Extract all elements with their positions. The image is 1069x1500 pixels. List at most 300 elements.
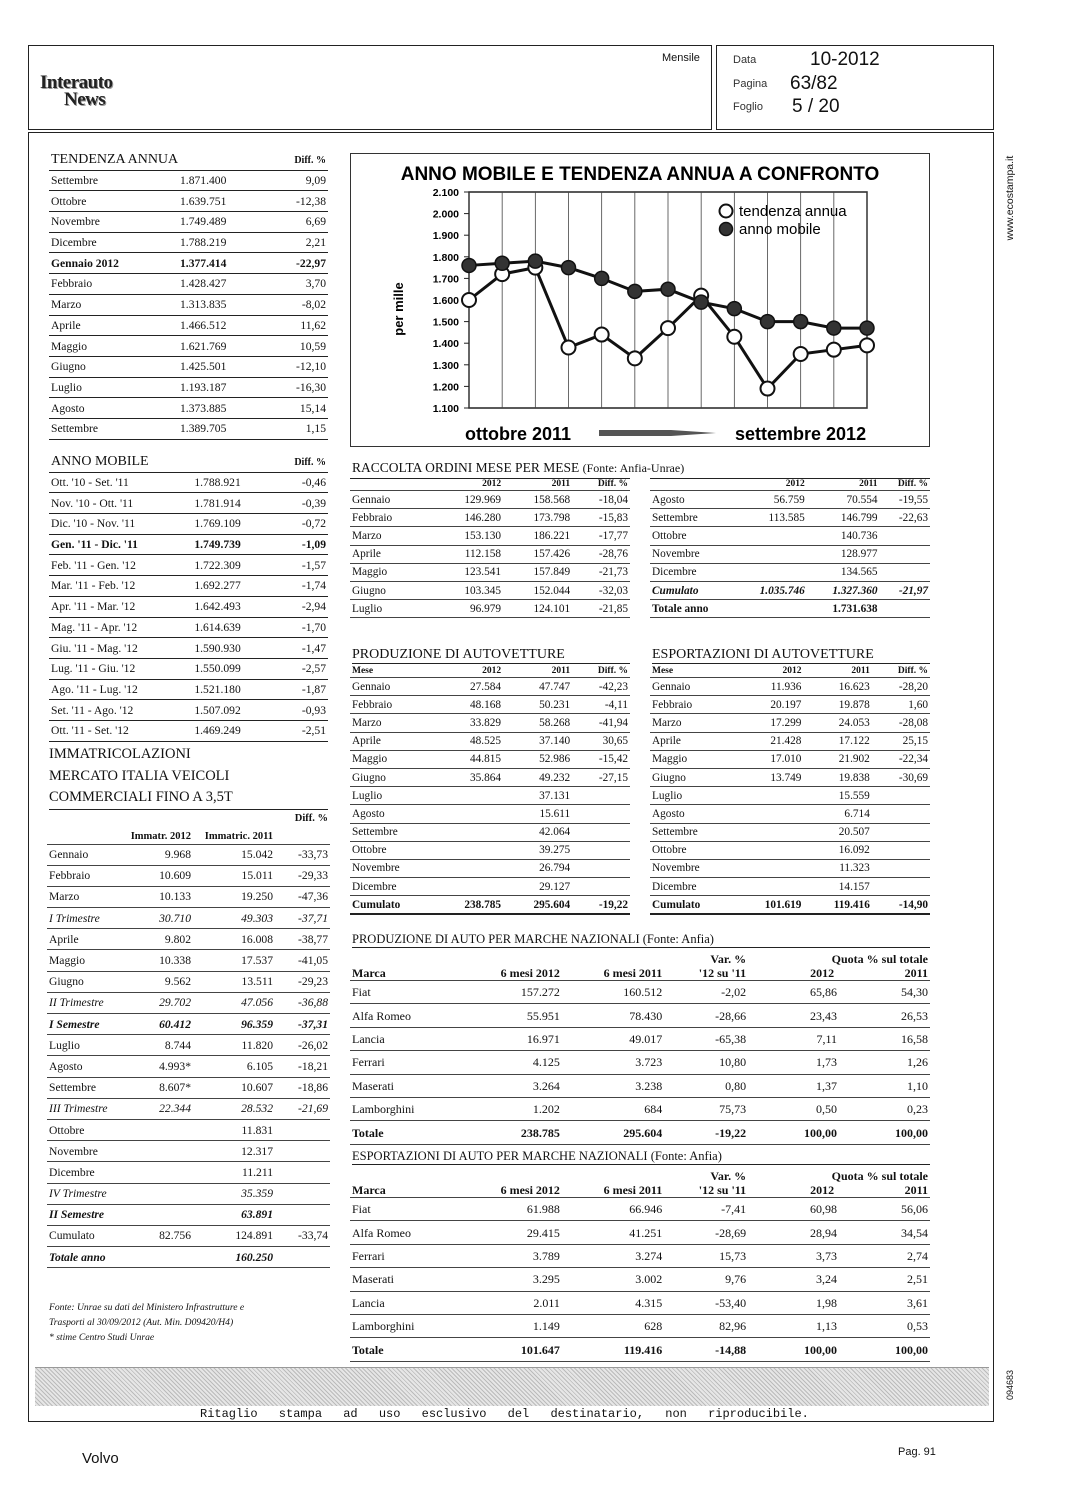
prod-marche-brand: Lamborghini <box>350 1097 459 1120</box>
immatricolazioni-period: Ottobre <box>47 1119 125 1140</box>
immatricolazioni-2012 <box>125 1247 193 1268</box>
tendenza-month: Agosto <box>49 398 178 419</box>
tendenza-value: 1.466.512 <box>178 315 268 336</box>
esportazioni-month: Marzo <box>650 714 734 732</box>
prod-marche-h-quota-label: Quota % sul totale <box>831 952 928 966</box>
immatricolazioni-2011: 28.532 <box>193 1098 275 1119</box>
chart-point-anno-mobile <box>694 295 708 309</box>
tendenza-month: Dicembre <box>49 232 178 253</box>
raccolta-month: Settembre <box>650 509 734 527</box>
prod-marche-6m-2011: 3.238 <box>562 1074 664 1097</box>
tendenza-row <box>49 212 328 233</box>
prod-marche-quota-2012: 65,86 <box>748 981 839 1004</box>
anno-mobile-value: 1.788.921 <box>192 472 271 493</box>
immatricolazioni-2012 <box>125 1162 193 1183</box>
esportazioni-diff <box>872 823 930 841</box>
immatricolazioni-diff: -38,77 <box>275 929 330 950</box>
immatricolazioni-2011: 15.011 <box>193 865 275 886</box>
immatricolazioni-2011: 124.891 <box>193 1225 275 1246</box>
prod-marche-6m-2012: 3.264 <box>459 1074 562 1097</box>
publication-logo: Interauto News <box>40 72 113 110</box>
esportazioni-title: ESPORTAZIONI DI AUTOVETTURE <box>652 647 930 664</box>
raccolta-2011: 128.977 <box>807 545 880 563</box>
anno-mobile-row <box>49 534 328 555</box>
produzione-2011: 26.794 <box>503 859 572 877</box>
produzione-2012 <box>434 878 503 896</box>
exp-marche-6m-2011: 41.251 <box>562 1221 664 1244</box>
tendenza-row <box>49 418 328 439</box>
immatricolazioni-2011: 6.105 <box>193 1056 275 1077</box>
esportazioni-row <box>650 678 930 696</box>
footnote-line2: Trasporti al 30/09/2012 (Aut. Min. D09420/H4) <box>49 1317 234 1328</box>
exp-marche-6m-2011: 4.315 <box>562 1291 664 1314</box>
prod-marche-title-text: PRODUZIONE DI AUTO PER MARCHE NAZIONALI <box>352 932 640 946</box>
raccolta-row <box>650 545 930 563</box>
footnote-line1: Fonte: Unrae su dati del Ministero Infrastrutture e <box>49 1302 245 1313</box>
exp-marche-row <box>350 1221 930 1244</box>
immatricolazioni-row <box>47 929 330 950</box>
exp-marche-quota-2012: 1,98 <box>748 1291 839 1314</box>
raccolta-diff: -21,73 <box>572 563 630 581</box>
immatricolazioni-period: Aprile <box>47 929 125 950</box>
immatricolazioni-diff: -18,86 <box>275 1077 330 1098</box>
side-code-text: 094683 <box>1005 1369 1015 1401</box>
immatricolazioni-header-2012: Immatr. 2012 <box>125 812 193 844</box>
raccolta-left-h1: 2012 <box>434 479 503 491</box>
esportazioni-month: Aprile <box>650 732 734 750</box>
produzione-diff <box>572 805 630 823</box>
exp-marche-var: -14,88 <box>664 1338 748 1361</box>
exp-marche-quota-2011: 2,74 <box>839 1244 930 1267</box>
chart-point-anno-mobile <box>462 258 476 272</box>
tendenza-month: Gennaio 2012 <box>49 253 178 274</box>
esportazioni-month: Ottobre <box>650 841 734 859</box>
exp-marche-quota-2012: 3,73 <box>748 1244 839 1267</box>
immatricolazioni-2011: 10.607 <box>193 1077 275 1098</box>
tendenza-value: 1.377.414 <box>178 253 268 274</box>
immatricolazioni-row <box>47 1225 330 1246</box>
raccolta-title <box>352 460 684 476</box>
produzione-2011: 58.268 <box>503 714 572 732</box>
tendenza-row <box>49 274 328 295</box>
produzione-h2: 2011 <box>503 666 572 678</box>
prod-marche-6m-2011: 3.723 <box>562 1051 664 1074</box>
immatricolazioni-2011: 35.359 <box>193 1183 275 1204</box>
raccolta-diff <box>880 545 930 563</box>
anno-mobile-row <box>49 576 328 597</box>
tendenza-value: 1.373.885 <box>178 398 268 419</box>
exp-marche-h-var1: Var. % <box>710 1169 747 1183</box>
produzione-diff <box>572 823 630 841</box>
produzione-diff <box>572 859 630 877</box>
raccolta-2012 <box>734 527 807 545</box>
esportazioni-row <box>650 878 930 896</box>
anno-mobile-month: Nov. '10 - Ott. '11 <box>49 493 192 514</box>
exp-marche-brand: Lancia <box>350 1291 459 1314</box>
raccolta-diff <box>880 600 930 618</box>
tendenza-diff: -8,02 <box>268 294 328 315</box>
chart-point-tendenza <box>595 328 609 342</box>
prod-marche-h-q12: 2012 <box>810 966 835 980</box>
immatricolazioni-2012: 10.133 <box>125 886 193 907</box>
immatricolazioni-header-blank <box>47 812 125 844</box>
decorative-stripe <box>35 1367 989 1406</box>
prod-marche-brand: Maserati <box>350 1074 459 1097</box>
produzione-month: Luglio <box>350 787 434 805</box>
raccolta-2012: 123.541 <box>434 563 503 581</box>
prod-marche-quota-2011: 26,53 <box>839 1004 930 1027</box>
esportazioni-total-diff: -14,90 <box>872 896 930 915</box>
exp-marche-h-a: 6 mesi 2012 <box>459 1169 562 1198</box>
prod-marche-var: -65,38 <box>664 1027 748 1050</box>
anno-mobile-row <box>49 700 328 721</box>
produzione-row <box>350 859 630 877</box>
exp-marche-quota-2012: 100,00 <box>748 1338 839 1361</box>
produzione-2012: 48.168 <box>434 696 503 714</box>
anno-mobile-diff: -1,09 <box>272 534 328 555</box>
esportazioni-2011: 19.838 <box>803 768 871 786</box>
immatricolazioni-2011: 13.511 <box>193 971 275 992</box>
immatricolazioni-2012: 8.607* <box>125 1077 193 1098</box>
anno-mobile-row <box>49 596 328 617</box>
chart-point-anno-mobile <box>661 282 675 296</box>
prod-marche-quota-2011: 0,23 <box>839 1097 930 1120</box>
exp-marche-quota-2012: 60,98 <box>748 1198 839 1221</box>
chart-y-tick-label: 1.600 <box>432 295 459 307</box>
chart-y-tick-label: 1.300 <box>432 359 459 372</box>
anno-mobile-diff: -0,72 <box>272 514 328 535</box>
raccolta-diff: -21,85 <box>572 600 630 618</box>
prod-marche-var: -19,22 <box>664 1121 748 1144</box>
immatricolazioni-period: Gennaio <box>47 844 125 865</box>
produzione-row <box>350 714 630 732</box>
raccolta-row <box>650 527 930 545</box>
produzione-2011: 39.275 <box>503 841 572 859</box>
raccolta-month: Luglio <box>350 600 434 618</box>
immatricolazioni-diff <box>275 1162 330 1183</box>
anno-mobile-diff: -0,46 <box>272 472 328 493</box>
exp-marche-quota-2011: 2,51 <box>839 1268 930 1291</box>
raccolta-2012 <box>734 600 807 618</box>
chart-y-tick-label: 1.900 <box>432 230 459 243</box>
exp-marche-6m-2011: 66.946 <box>562 1198 664 1221</box>
prod-marche-h-var1: Var. % <box>710 952 747 966</box>
chart-x-end-label: settembre 2012 <box>735 424 867 444</box>
chart-point-anno-mobile <box>595 271 609 285</box>
immatricolazioni-row <box>47 1204 330 1225</box>
immatricolazioni-diff: -37,31 <box>275 1014 330 1035</box>
chart-point-tendenza <box>628 351 642 365</box>
tendenza-row <box>49 336 328 357</box>
esportazioni-h0: Mese <box>650 666 734 678</box>
prod-marche-brand: Ferrari <box>350 1051 459 1074</box>
raccolta-2011: 70.554 <box>807 491 880 509</box>
esportazioni-2012: 17.010 <box>734 750 803 768</box>
exp-marche-var: -7,41 <box>664 1198 748 1221</box>
tendenza-diff: -16,30 <box>268 377 328 398</box>
esportazioni-row <box>650 841 930 859</box>
esportazioni-row <box>650 805 930 823</box>
immatricolazioni-period: Agosto <box>47 1056 125 1077</box>
produzione-row <box>350 750 630 768</box>
anno-mobile-month: Mar. '11 - Feb. '12 <box>49 576 192 597</box>
esportazioni-h1: 2012 <box>734 666 803 678</box>
prod-marche-6m-2011: 160.512 <box>562 981 664 1004</box>
immatricolazioni-row <box>47 1247 330 1268</box>
data-label: Data <box>733 54 757 66</box>
exp-marche-row <box>350 1268 930 1291</box>
produzione-2012: 35.864 <box>434 768 503 786</box>
raccolta-row <box>350 509 630 527</box>
produzione-2011: 52.986 <box>503 750 572 768</box>
raccolta-diff: -19,55 <box>880 491 930 509</box>
raccolta-2011: 186.221 <box>503 527 572 545</box>
prod-marche-h-var <box>664 952 748 981</box>
exp-marche-h-q11: 2011 <box>904 1183 928 1197</box>
esportazioni-month: Febbraio <box>650 696 734 714</box>
exp-marche-6m-2012: 61.988 <box>459 1198 562 1221</box>
exp-marche-var: -28,69 <box>664 1221 748 1244</box>
immatricolazioni-diff <box>275 1119 330 1140</box>
raccolta-row <box>650 581 930 599</box>
exp-marche-6m-2012: 2.011 <box>459 1291 562 1314</box>
tendenza-diff: 11,62 <box>268 315 328 336</box>
anno-mobile-diff: -2,94 <box>272 596 328 617</box>
immatricolazioni-diff <box>275 1141 330 1162</box>
periodicity-label: Mensile <box>662 52 700 64</box>
chart-y-tick-label: 2.000 <box>432 208 459 221</box>
produzione-month: Ottobre <box>350 841 434 859</box>
produzione-2012: 27.584 <box>434 678 503 696</box>
raccolta-left-h3: Diff. % <box>572 479 630 491</box>
anno-mobile-row <box>49 720 328 741</box>
raccolta-diff <box>880 563 930 581</box>
produzione-diff: -42,23 <box>572 678 630 696</box>
prod-marche-h-b: 6 mesi 2011 <box>562 952 664 981</box>
produzione-total-diff: -19,22 <box>572 896 630 915</box>
tendenza-month: Marzo <box>49 294 178 315</box>
raccolta-source: (Fonte: Anfia-Unrae) <box>582 461 685 475</box>
anno-mobile-value: 1.469.249 <box>192 720 271 741</box>
immatricolazioni-period: Novembre <box>47 1141 125 1162</box>
raccolta-month: Ottobre <box>650 527 734 545</box>
raccolta-left-h2: 2011 <box>503 479 572 491</box>
prod-marche-quota-2011: 1,10 <box>839 1074 930 1097</box>
prod-marche-row <box>350 1027 930 1050</box>
produzione-2011: 42.064 <box>503 823 572 841</box>
prod-marche-brand: Totale <box>350 1121 459 1144</box>
produzione-month: Gennaio <box>350 678 434 696</box>
immatricolazioni-period: Maggio <box>47 950 125 971</box>
exp-marche-6m-2011: 119.416 <box>562 1338 664 1361</box>
legend-tendenza-label: tendenza annua <box>739 203 847 220</box>
raccolta-2011: 158.568 <box>503 491 572 509</box>
produzione-diff: -15,42 <box>572 750 630 768</box>
prod-marche-row <box>350 981 930 1004</box>
exp-marche-brand: Lamborghini <box>350 1314 459 1337</box>
tendenza-diff: 1,15 <box>268 418 328 439</box>
esportazioni-2012: 11.936 <box>734 678 803 696</box>
esportazioni-total-2011: 119.416 <box>803 896 871 915</box>
prod-marche-table <box>350 952 930 1145</box>
exp-marche-h-var2: '12 su '11 <box>698 1183 747 1197</box>
foglio-label: Foglio <box>733 101 763 113</box>
produzione-month: Novembre <box>350 859 434 877</box>
immatricolazioni-diff <box>275 1247 330 1268</box>
produzione-month: Marzo <box>350 714 434 732</box>
pagina-value: 63/82 <box>790 73 838 94</box>
chart-point-anno-mobile <box>827 321 841 335</box>
prod-marche-6m-2012: 16.971 <box>459 1027 562 1050</box>
raccolta-row <box>350 545 630 563</box>
exp-marche-quota-2011: 100,00 <box>839 1338 930 1361</box>
produzione-2012 <box>434 859 503 877</box>
produzione-diff <box>572 878 630 896</box>
exp-marche-quota-2011: 0,53 <box>839 1314 930 1337</box>
tendenza-diff: 15,14 <box>268 398 328 419</box>
anno-mobile-row <box>49 472 328 493</box>
esportazioni-2011: 20.507 <box>803 823 871 841</box>
legend-anno-mobile-marker <box>720 223 733 236</box>
tendenza-row <box>49 170 328 191</box>
anno-mobile-month: Mag. '11 - Apr. '12 <box>49 617 192 638</box>
legend-anno-mobile-label: anno mobile <box>739 221 821 238</box>
anno-mobile-month: Apr. '11 - Mar. '12 <box>49 596 192 617</box>
produzione-2012: 48.525 <box>434 732 503 750</box>
produzione-month: Agosto <box>350 805 434 823</box>
exp-marche-var: 82,96 <box>664 1314 748 1337</box>
prod-marche-var: 0,80 <box>664 1074 748 1097</box>
tendenza-diff: 9,09 <box>268 170 328 191</box>
anno-mobile-month: Ott. '10 - Set. '11 <box>49 472 192 493</box>
esportazioni-diff: -22,34 <box>872 750 930 768</box>
immatricolazioni-footnote <box>49 1300 244 1345</box>
prod-marche-6m-2011: 295.604 <box>562 1121 664 1144</box>
immatricolazioni-diff <box>275 1183 330 1204</box>
immatricolazioni-diff: -21,69 <box>275 1098 330 1119</box>
exp-marche-brand: Ferrari <box>350 1244 459 1267</box>
exp-marche-6m-2011: 628 <box>562 1314 664 1337</box>
immatricolazioni-period: Dicembre <box>47 1162 125 1183</box>
esportazioni-diff <box>872 787 930 805</box>
prod-marche-6m-2012: 55.951 <box>459 1004 562 1027</box>
esportazioni-diff: -28,08 <box>872 714 930 732</box>
immatricolazioni-period: IV Trimestre <box>47 1183 125 1204</box>
raccolta-2011: 157.849 <box>503 563 572 581</box>
chart-point-anno-mobile <box>860 321 874 335</box>
chart-y-tick-label: 1.700 <box>432 273 459 286</box>
chart-arrow-icon <box>599 430 716 436</box>
immatricolazioni-title-line2: MERCATO ITALIA VEICOLI <box>49 767 230 784</box>
anno-mobile-diff: -1,70 <box>272 617 328 638</box>
anno-mobile-value: 1.507.092 <box>192 700 271 721</box>
immatricolazioni-diff: -37,71 <box>275 908 330 929</box>
exp-marche-source: (Fonte: Anfia) <box>650 1149 722 1163</box>
esportazioni-h2: 2011 <box>803 666 871 678</box>
immatricolazioni-2012: 60.412 <box>125 1014 193 1035</box>
immatricolazioni-2012: 29.702 <box>125 992 193 1013</box>
tendenza-value: 1.428.427 <box>178 274 268 295</box>
immatricolazioni-2011: 12.317 <box>193 1141 275 1162</box>
legend-tendenza-marker <box>720 205 733 218</box>
esportazioni-month: Giugno <box>650 768 734 786</box>
raccolta-right-h1: 2012 <box>734 479 807 491</box>
produzione-row <box>350 841 630 859</box>
tendenza-month: Giugno <box>49 356 178 377</box>
exp-marche-var: 9,76 <box>664 1268 748 1291</box>
immatricolazioni-row <box>47 1098 330 1119</box>
immatricolazioni-2011: 63.891 <box>193 1204 275 1225</box>
raccolta-2012: 56.759 <box>734 491 807 509</box>
immatricolazioni-diff: -41,05 <box>275 950 330 971</box>
esportazioni-diff <box>872 841 930 859</box>
produzione-2012 <box>434 787 503 805</box>
raccolta-2011: 1.327.360 <box>807 581 880 599</box>
exp-marche-title-text: ESPORTAZIONI DI AUTO PER MARCHE NAZIONALI <box>352 1149 648 1163</box>
chart-point-anno-mobile <box>727 302 741 316</box>
immatricolazioni-row <box>47 992 330 1013</box>
anno-mobile-diff: -1,87 <box>272 679 328 700</box>
anno-mobile-row <box>49 514 328 535</box>
tendenza-value: 1.313.835 <box>178 294 268 315</box>
side-site-text: www.ecostampa.it <box>1004 155 1016 241</box>
esportazioni-diff <box>872 859 930 877</box>
raccolta-2011: 157.426 <box>503 545 572 563</box>
tendenza-value: 1.389.705 <box>178 418 268 439</box>
raccolta-2011: 124.101 <box>503 600 572 618</box>
anno-mobile-month: Ott. '11 - Set. '12 <box>49 720 192 741</box>
immatricolazioni-2011: 15.042 <box>193 844 275 865</box>
immatricolazioni-2012 <box>125 1141 193 1162</box>
exp-marche-row <box>350 1291 930 1314</box>
produzione-month: Aprile <box>350 732 434 750</box>
immatricolazioni-header-2011: Immatric. 2011 <box>193 812 275 844</box>
prod-marche-h-quota <box>748 952 930 981</box>
exp-marche-6m-2011: 3.002 <box>562 1268 664 1291</box>
raccolta-2012: 1.035.746 <box>734 581 807 599</box>
raccolta-month: Marzo <box>350 527 434 545</box>
prod-marche-6m-2012: 238.785 <box>459 1121 562 1144</box>
immatricolazioni-2011: 49.303 <box>193 908 275 929</box>
prod-marche-quota-2012: 7,11 <box>748 1027 839 1050</box>
esportazioni-row <box>650 859 930 877</box>
immatricolazioni-2011: 11.211 <box>193 1162 275 1183</box>
exp-marche-var: -53,40 <box>664 1291 748 1314</box>
prod-marche-row <box>350 1004 930 1027</box>
tendenza-value: 1.749.489 <box>178 212 268 233</box>
chart-point-anno-mobile <box>562 261 576 275</box>
immatricolazioni-period: III Trimestre <box>47 1098 125 1119</box>
esportazioni-diff <box>872 878 930 896</box>
exp-marche-6m-2012: 3.295 <box>459 1268 562 1291</box>
esportazioni-2012: 13.749 <box>734 768 803 786</box>
anno-mobile-row <box>49 555 328 576</box>
raccolta-right-h0 <box>650 479 734 491</box>
anno-mobile-diff: -0,93 <box>272 700 328 721</box>
esportazioni-2012 <box>734 823 803 841</box>
immatricolazioni-period: I Semestre <box>47 1014 125 1035</box>
raccolta-diff: -18,04 <box>572 491 630 509</box>
immatricolazioni-row <box>47 950 330 971</box>
produzione-2011: 50.231 <box>503 696 572 714</box>
exp-marche-h-b: 6 mesi 2011 <box>562 1169 664 1198</box>
esportazioni-total-label: Cumulato <box>650 896 734 915</box>
immatricolazioni-period: Marzo <box>47 886 125 907</box>
anno-mobile-diff: -1,74 <box>272 576 328 597</box>
immatricolazioni-diff: -26,02 <box>275 1035 330 1056</box>
immatricolazioni-row <box>47 1035 330 1056</box>
immatricolazioni-row <box>47 886 330 907</box>
